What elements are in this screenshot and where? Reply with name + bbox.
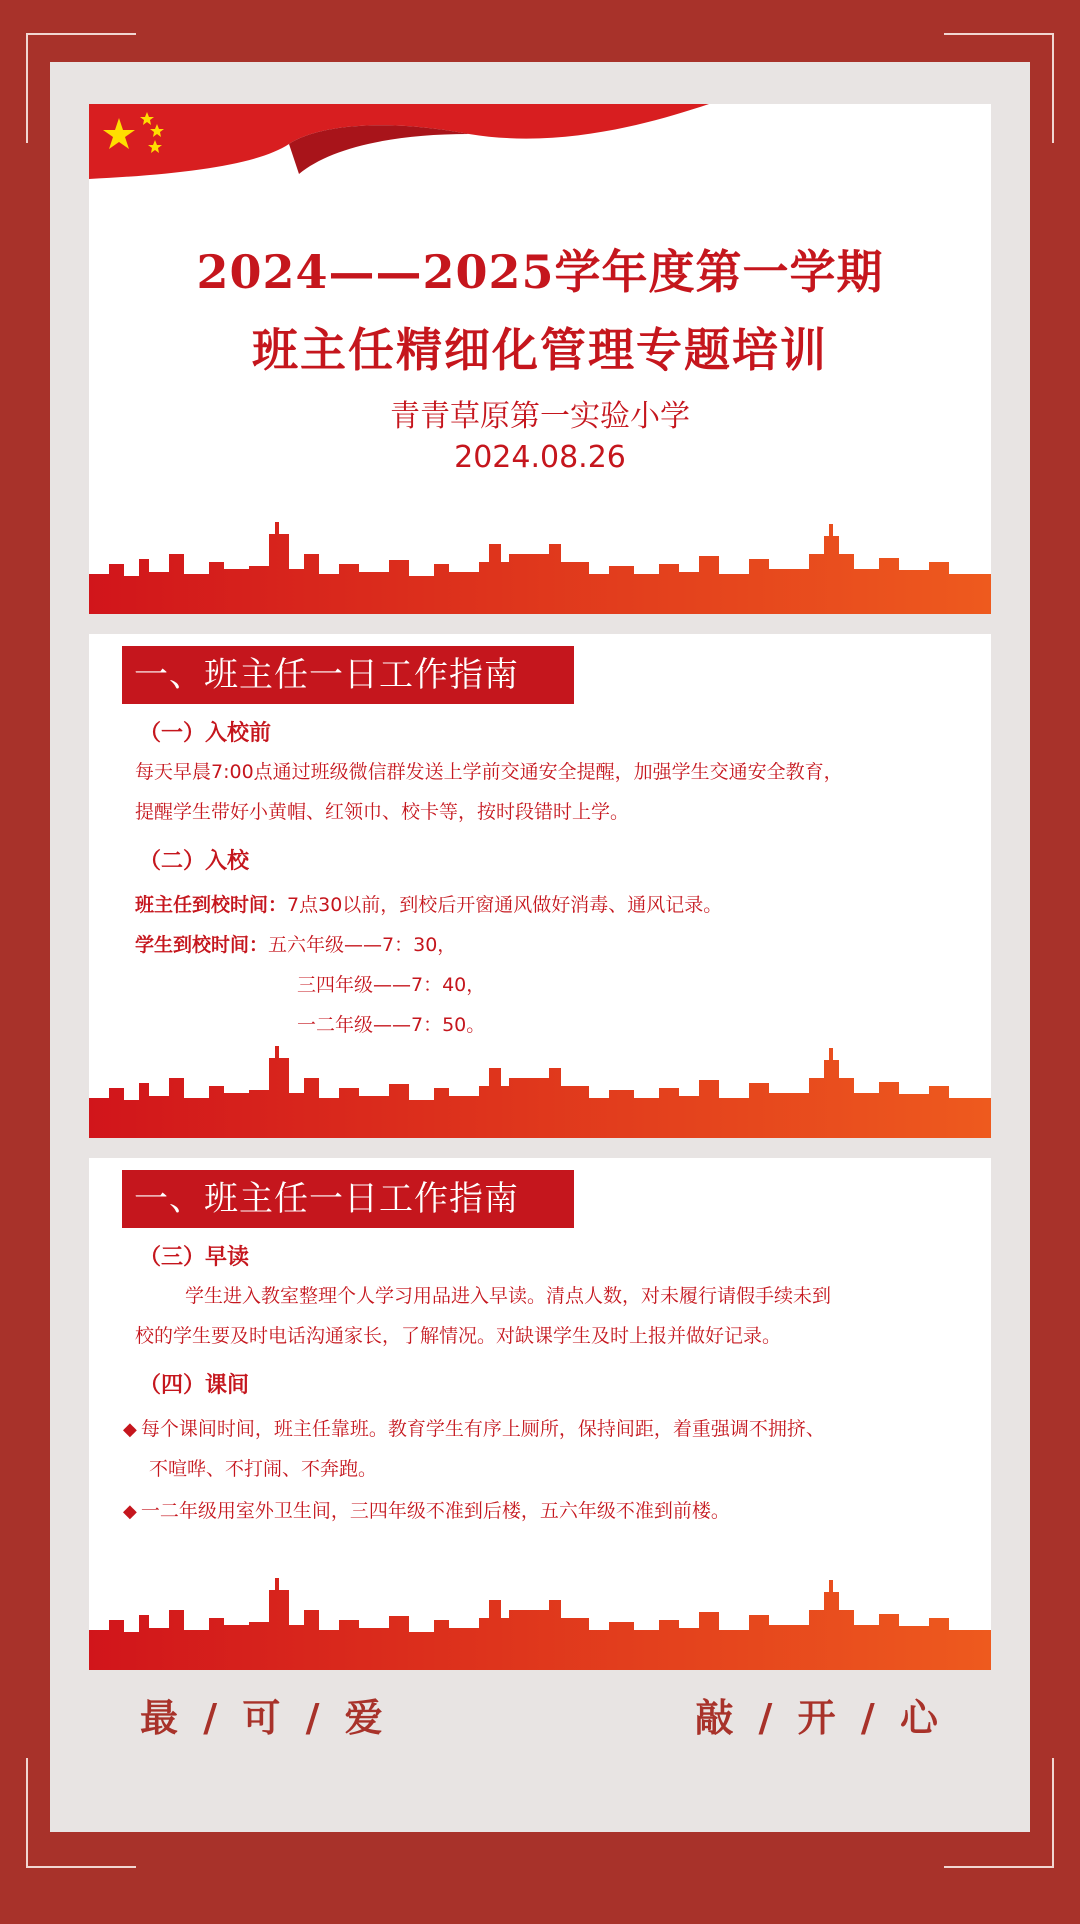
section-banner: 一、班主任一日工作指南 <box>122 1170 574 1228</box>
grade-time: 三四年级——7：40， <box>297 974 486 996</box>
footer-slogan-right: 敲 / 开 / 心 <box>695 1695 944 1740</box>
footer-slogan-left: 最 / 可 / 爱 <box>140 1695 389 1740</box>
grade-time: 一二年级——7：50。 <box>297 1014 486 1036</box>
teacher-arrival-text: 7点30以前，到校后开窗通风做好消毒、通风记录。 <box>287 894 723 916</box>
subsection-heading: （三）早读 <box>139 1245 250 1270</box>
paragraph-line: 学生进入教室整理个人学习用品进入早读。清点人数，对未履行请假手续未到 <box>185 1285 832 1307</box>
list-item-text: 一二年级用室外卫生间，三四年级不准到后楼，五六年级不准到前楼。 <box>140 1500 730 1522</box>
list-item <box>123 1414 825 1441</box>
subsection-heading: （二）入校 <box>139 849 250 874</box>
skyline-silhouette <box>89 1570 991 1670</box>
page-title: 2024——2025学年度第一学期 <box>196 245 884 299</box>
grade-time: 五六年级——7：30， <box>268 934 457 956</box>
student-arrival-label: 学生到校时间： <box>135 934 269 956</box>
diamond-bullet-icon: ◆ <box>123 1501 137 1522</box>
section-banner: 一、班主任一日工作指南 <box>122 646 574 704</box>
guide-panel-2 <box>89 1158 991 1670</box>
guide-panel-1 <box>89 634 991 1138</box>
page-subtitle: 班主任精细化管理专题培训 <box>252 323 828 377</box>
flag-ribbon-icon <box>89 104 991 194</box>
skyline-silhouette <box>89 1038 991 1138</box>
paragraph-line: 每天早晨7:00点通过班级微信群发送上学前交通安全提醒，加强学生交通安全教育， <box>135 761 843 783</box>
poster-frame <box>50 62 1030 1832</box>
school-name: 青青草原第一实验小学 <box>390 399 690 434</box>
cover-panel <box>89 104 991 614</box>
teacher-arrival-row <box>135 890 722 917</box>
subsection-heading: （四）课间 <box>139 1373 250 1398</box>
list-item-continuation: 不喧哗、不打闹、不奔跑。 <box>149 1458 378 1480</box>
skyline-silhouette <box>89 514 991 614</box>
event-date: 2024.08.26 <box>454 440 626 475</box>
list-item <box>123 1496 730 1523</box>
student-arrival-row <box>135 930 456 957</box>
diamond-bullet-icon: ◆ <box>123 1419 137 1440</box>
subsection-heading: （一）入校前 <box>139 721 272 746</box>
list-item-text: 每个课间时间，班主任靠班。教育学生有序上厕所，保持间距，着重强调不拥挤、 <box>140 1418 825 1440</box>
paragraph-line: 提醒学生带好小黄帽、红领巾、校卡等，按时段错时上学。 <box>135 801 630 823</box>
teacher-arrival-label: 班主任到校时间： <box>135 894 288 916</box>
paragraph-line: 校的学生要及时电话沟通家长，了解情况。对缺课学生及时上报并做好记录。 <box>135 1325 782 1347</box>
